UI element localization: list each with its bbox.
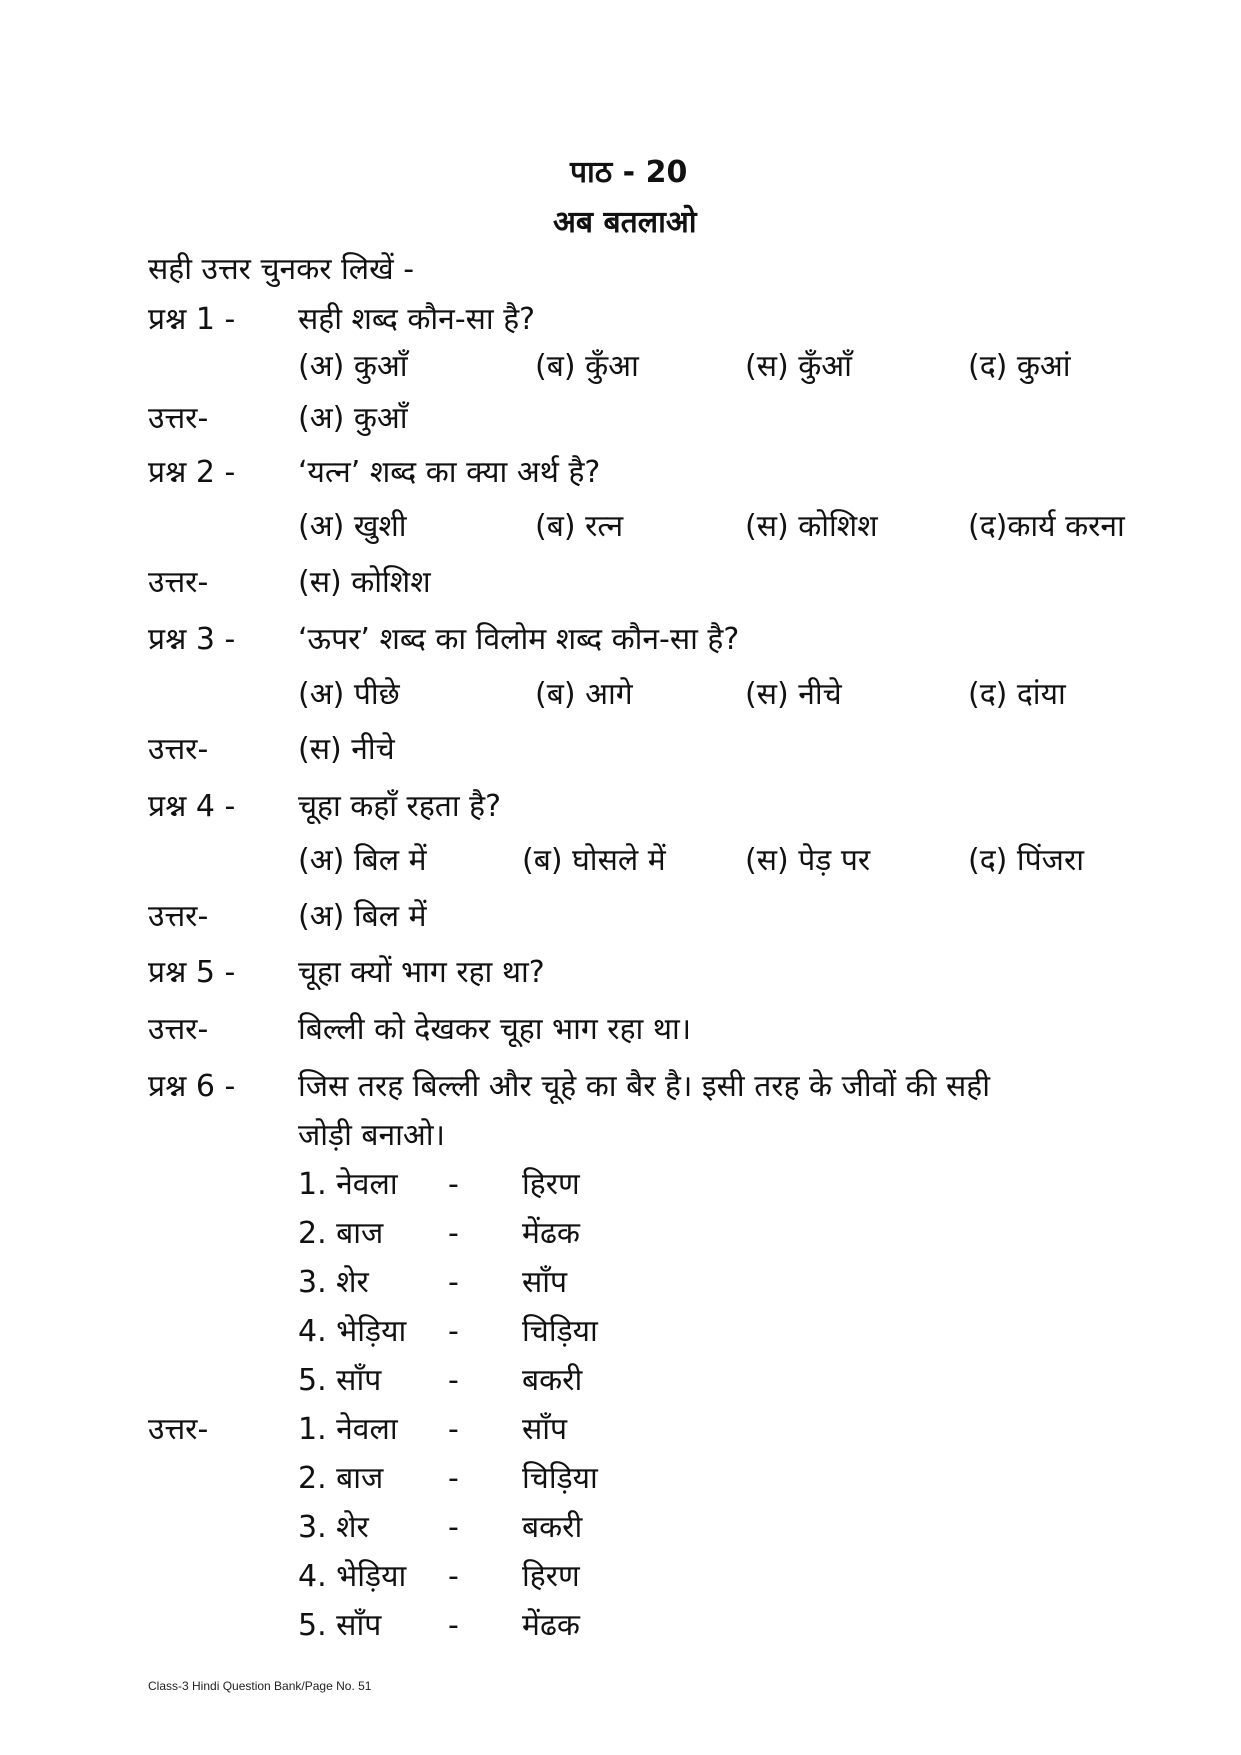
pair-dash: - (448, 1216, 459, 1251)
pair-dash: - (448, 1461, 459, 1496)
option: (ब) कुँआ (535, 349, 639, 384)
answer-label: उत्तर- (148, 565, 209, 600)
answer-label: उत्तर- (148, 899, 209, 934)
answer-pair-left: 2. बाज (298, 1461, 384, 1496)
pair-left: 3. शेर (298, 1265, 369, 1300)
pair-dash: - (448, 1608, 459, 1643)
question-label: प्रश्न 2 - (148, 455, 236, 490)
answer-pair-right: बकरी (522, 1510, 583, 1545)
option: (द) पिंजरा (968, 843, 1084, 878)
option: (ब) घोसले में (522, 843, 666, 878)
answer-pair-left: 4. भेड़िया (298, 1559, 407, 1594)
answer-label: उत्तर- (148, 1412, 209, 1447)
option: (अ) कुआँ (298, 349, 408, 384)
answer-pair-right: हिरण (522, 1559, 580, 1594)
question-text: चूहा कहाँ रहता है? (298, 789, 502, 824)
lesson-number: पाठ - 20 (570, 155, 688, 190)
pair-dash: - (448, 1412, 459, 1447)
answer-text: (स) नीचे (298, 732, 395, 767)
question-text: सही शब्द कौन-सा है? (298, 302, 536, 337)
option: (ब) रत्न (535, 509, 624, 544)
question-label: प्रश्न 6 - (148, 1069, 236, 1104)
pair-right: हिरण (522, 1167, 580, 1202)
question-label: प्रश्न 4 - (148, 789, 236, 824)
option: (ब) आगे (535, 677, 633, 712)
answer-pair-left: 3. शेर (298, 1510, 369, 1545)
question-text: चूहा क्यों भाग रहा था? (298, 955, 545, 990)
option: (द) दांया (968, 677, 1066, 712)
answer-text: बिल्ली को देखकर चूहा भाग रहा था। (298, 1012, 692, 1047)
question-text-line2: जोड़ी बनाओ। (298, 1118, 445, 1153)
pair-left: 1. नेवला (298, 1167, 398, 1202)
option: (स) कोशिश (745, 509, 878, 544)
answer-label: उत्तर- (148, 401, 209, 436)
answer-pair-right: साँप (522, 1412, 568, 1447)
answer-text: (अ) बिल में (298, 899, 427, 934)
answer-pair-right: मेंढक (522, 1608, 580, 1643)
pair-dash: - (448, 1363, 459, 1398)
pair-dash: - (448, 1167, 459, 1202)
option: (स) नीचे (745, 677, 842, 712)
option: (अ) खुशी (298, 509, 407, 544)
question-text: ‘ऊपर’ शब्द का विलोम शब्द कौन-सा है? (298, 622, 740, 657)
question-label: प्रश्न 5 - (148, 955, 236, 990)
pair-dash: - (448, 1510, 459, 1545)
pair-dash: - (448, 1559, 459, 1594)
pair-left: 5. साँप (298, 1363, 382, 1398)
pair-left: 2. बाज (298, 1216, 384, 1251)
answer-text: (स) कोशिश (298, 565, 431, 600)
pair-left: 4. भेड़िया (298, 1314, 407, 1349)
answer-pair-right: चिड़िया (522, 1461, 598, 1496)
answer-pair-left: 1. नेवला (298, 1412, 398, 1447)
answer-label: उत्तर- (148, 1012, 209, 1047)
question-label: प्रश्न 1 - (148, 302, 236, 337)
question-text-line1: जिस तरह बिल्ली और चूहे का बैर है। इसी तरह के जीवों की सही (298, 1069, 990, 1104)
pair-right: चिड़िया (522, 1314, 598, 1349)
option: (अ) पीछे (298, 677, 400, 712)
option: (द)कार्य करना (968, 509, 1125, 544)
pair-right: बकरी (522, 1363, 583, 1398)
option: (अ) बिल में (298, 843, 427, 878)
answer-pair-left: 5. साँप (298, 1608, 382, 1643)
answer-text: (अ) कुआँ (298, 401, 408, 436)
pair-right: साँप (522, 1265, 568, 1300)
instruction: सही उत्तर चुनकर लिखें - (148, 252, 415, 287)
pair-dash: - (448, 1314, 459, 1349)
question-label: प्रश्न 3 - (148, 622, 236, 657)
option: (द) कुआं (968, 349, 1071, 384)
pair-dash: - (448, 1265, 459, 1300)
lesson-title: अब बतलाओ (553, 205, 697, 240)
option: (स) कुँआँ (745, 349, 852, 384)
option: (स) पेड़ पर (745, 843, 871, 878)
answer-label: उत्तर- (148, 732, 209, 767)
page-footer: Class-3 Hindi Question Bank/Page No. 51 (148, 1679, 372, 1693)
question-text: ‘यत्न’ शब्द का क्या अर्थ है? (298, 455, 601, 490)
pair-right: मेंढक (522, 1216, 580, 1251)
